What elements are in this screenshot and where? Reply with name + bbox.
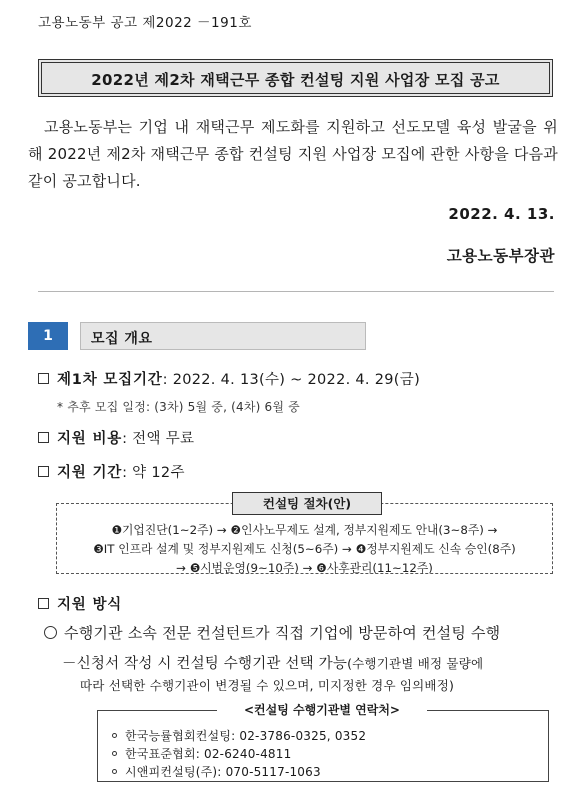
method-main bbox=[44, 622, 500, 643]
divider bbox=[38, 291, 554, 292]
section-number: 1 bbox=[28, 322, 68, 350]
support-duration-value: : 약 12주 bbox=[122, 465, 185, 481]
method-sub-continued: 따라 선택한 수행기관이 변경될 수 있으며, 미지정한 경우 임의배정) bbox=[80, 678, 455, 693]
checkbox-icon bbox=[38, 598, 49, 609]
contact-item-text: 시앤피컨설팅(주): 070-5117-1063 bbox=[125, 765, 321, 779]
issuer: 고용노동부장관 bbox=[446, 247, 555, 265]
support-method-item bbox=[38, 593, 122, 614]
contact-item-text: 한국능률협회컨설팅: 02-3786-0325, 0352 bbox=[125, 729, 367, 743]
bullet-icon bbox=[112, 769, 117, 774]
contact-item bbox=[112, 745, 291, 762]
title-box bbox=[38, 59, 553, 97]
recruit-schedule-note: * 추후 모집 일정: (3차) 5월 중, (4차) 6월 중 bbox=[57, 400, 300, 414]
method-main-text: 수행기관 소속 전문 컨설턴트가 직접 기업에 방문하여 컨설팅 수행 bbox=[64, 624, 501, 642]
procedure-line-3: → ❺시범운영(9~10주) → ❻사후관리(11~12주) bbox=[176, 561, 433, 575]
support-cost-value: : 전액 무료 bbox=[122, 431, 195, 447]
recruit-period-label: 제1차 모집기간 bbox=[57, 372, 163, 388]
recruit-period-value: : 2022. 4. 13(수) ~ 2022. 4. 29(금) bbox=[162, 372, 421, 388]
checkbox-icon bbox=[38, 373, 49, 384]
intro-paragraph: 고용노동부는 기업 내 재택근무 제도화를 지원하고 선도모델 육성 발굴을 위해 2022년 제2차 재택근무 종합 컨설팅 지원 사업장 모집에 관한 사항을 다음과 같이 공고합니다. bbox=[28, 118, 558, 190]
support-cost-item bbox=[38, 427, 194, 448]
checkbox-icon bbox=[38, 432, 49, 443]
bullet-icon bbox=[112, 751, 117, 756]
contact-item-text: 한국표준협회: 02-6240-4811 bbox=[125, 747, 292, 761]
method-sub-text: －신청서 작성 시 컨설팅 수행기관 선택 가능 bbox=[62, 656, 348, 672]
procedure-line-1: ❶기업진단(1~2주) → ❷인사노무제도 설계, 정부지원제도 안내(3~8주) → bbox=[111, 523, 498, 537]
notice-number: 고용노동부 공고 제2022 －191호 bbox=[38, 15, 252, 31]
contact-item bbox=[112, 763, 321, 780]
support-duration-label: 지원 기간 bbox=[57, 465, 123, 481]
notice-date: 2022. 4. 13. bbox=[448, 205, 555, 223]
contact-item bbox=[112, 727, 366, 744]
circle-bullet-icon bbox=[44, 626, 57, 639]
procedure-title: 컨설팅 절차(안) bbox=[232, 492, 382, 515]
section-title-box bbox=[80, 322, 366, 350]
section-title: 모집 개요 bbox=[91, 331, 153, 347]
support-duration-item bbox=[38, 461, 185, 482]
bullet-icon bbox=[112, 733, 117, 738]
document-title: 2022년 제2차 재택근무 종합 컨설팅 지원 사업장 모집 공고 bbox=[91, 71, 500, 89]
procedure-line-2: ❸IT 인프라 설계 및 정부지원제도 신청(5~6주) → ❹정부지원제도 신속 승인(8주) bbox=[93, 542, 516, 556]
support-cost-label: 지원 비용 bbox=[57, 431, 123, 447]
contact-title: <컨설팅 수행기관별 연락처> bbox=[217, 701, 427, 718]
method-sub-paren: (수행기관별 배정 물량에 bbox=[347, 656, 484, 671]
recruit-period-item bbox=[38, 368, 420, 389]
support-method-label: 지원 방식 bbox=[57, 597, 123, 613]
checkbox-icon bbox=[38, 466, 49, 477]
method-sub bbox=[62, 652, 483, 673]
